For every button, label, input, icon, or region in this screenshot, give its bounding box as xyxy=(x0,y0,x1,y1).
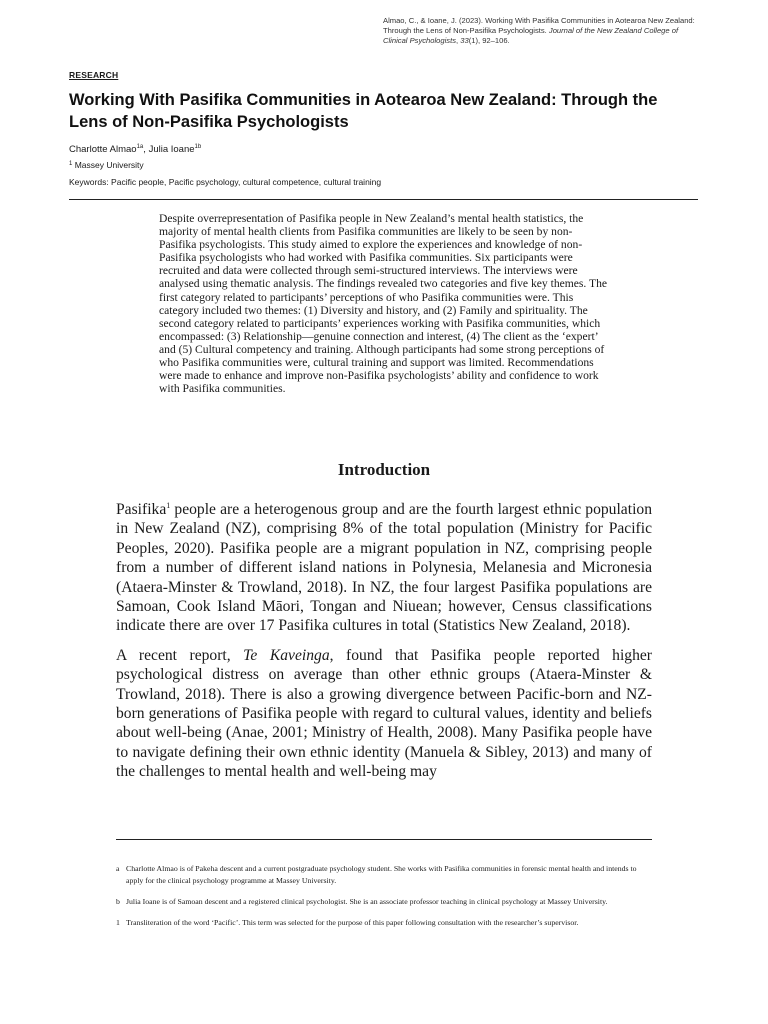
footnotes xyxy=(116,863,652,938)
citation-issue-pages: (1), 92–106. xyxy=(468,36,510,45)
footnote xyxy=(116,896,652,908)
citation-text: Almao, C., & Ioane, J. (2023). Working With Pasifika Communities in Aotearoa New Zealand: Through the Lens of Non-Pasifika Psychologists. xyxy=(383,16,695,35)
footnote-reference: 1 xyxy=(166,501,171,510)
report-title: Te Kaveinga xyxy=(243,646,330,664)
paragraph xyxy=(116,500,652,636)
citation-separator: , xyxy=(456,36,461,45)
footnote-text: Julia Ioane is of Samoan descent and a registered clinical psychologist. She is an associate professor teaching in clinical psychology at Massey University. xyxy=(126,897,608,906)
author-name: Julia Ioane xyxy=(148,144,195,155)
author-line xyxy=(69,141,201,156)
affiliation-name: Massey University xyxy=(72,160,144,170)
paragraph-text: A recent report, xyxy=(116,646,244,664)
keywords: Keywords: Pacific people, Pacific psychology, cultural competence, cultural training xyxy=(69,177,382,187)
author-superscript: 1a xyxy=(136,144,144,150)
paragraph-text: , found that Pasifika people reported higher psychological distress on average than other ethnic groups (Ataera-Minster & Trowland, 2018). There is also a growing divergence between Pacific-born and NZ-born generations of Pasifika people with regard to cultural values, identity and beliefs about well-being (Anae, 2001; Ministry of Health, 2008). Many Pasifika people have to navigate defining their own ethnic identity (Manuela & Sibley, 2013) and many of the challenges to mental health and well-being may xyxy=(116,646,652,781)
footnote-mark: b xyxy=(116,897,120,906)
paragraph-text: people are a heterogenous group and are the fourth largest ethnic population in New Zealand (NZ), comprising 8% of the total population (Ministry for Pacific Peoples, 2020). Pasifika people are a migrant population in NZ, comprising people from a number of different island nations in Polynesia, Melanesia and Micronesia (Ataera-Minster & Trowland, 2018). In NZ, the four largest Pasifika populations are Samoan, Cook Island Māori, Tongan and Niuean; however, Census classifications indicate there are over 17 Pasifika cultures in total (Statistics New Zealand, 2018). xyxy=(116,501,652,635)
introduction-heading: Introduction xyxy=(337,460,431,479)
abstract: Despite overrepresentation of Pasifika people in New Zealand’s mental health statistics, the majority of mental health clients from Pasifika communities are likely to be seen by non-Pasifika psychologists. This study aimed to explore the experiences and knowledge of non-Pasifika psychologists who had worked with Pasifika communities. Six participants were recruited and data were collected through semi-structured interviews. The interviews were analysed using thematic analysis. The findings revealed two categories and five key themes. The first category related to participants’ perceptions of who Pasifika communities were. This category included two themes: (1) Diversity and history, and (2) Family and spirituality. The second category related to participants’ experiences working with Pasifika communities, which encompassed: (3) Relationship—genuine connection and interest, (4) The client as the ‘expert’ and (5) Cultural competency and training. Although participants had some strong perceptions of who Pasifika communities were, cultural training and support was limited. Recommendations were made to enhance and improve non-Pasifika psychologists’ ability and confidence to work with Pasifika communities. xyxy=(159,212,608,396)
footnote xyxy=(116,863,652,887)
author-superscript: 1b xyxy=(194,144,202,150)
header-divider xyxy=(69,199,698,200)
section-label: RESEARCH xyxy=(69,70,119,80)
author-name: Charlotte Almao xyxy=(69,144,137,155)
footnote-mark: 1 xyxy=(116,918,120,927)
footnote-mark: a xyxy=(116,864,120,873)
paragraph-text: Pasifika xyxy=(116,501,167,518)
journal-volume: 33 xyxy=(460,36,469,45)
affiliation-superscript: 1 xyxy=(69,161,73,167)
footnote xyxy=(116,917,652,929)
footnote-divider xyxy=(116,839,652,840)
journal-name: Journal of the New Zealand College of Clinical Psychologists xyxy=(383,26,679,45)
author-separator: , xyxy=(143,144,149,155)
article-title: Working With Pasifika Communities in Aotearoa New Zealand: Through the Lens of Non-Pasifika Psychologists xyxy=(69,91,658,131)
footnote-text: Transliteration of the word ‘Pacific’. This term was selected for the purpose of this paper following consultation with the researcher’s supervisor. xyxy=(126,918,579,927)
affiliation xyxy=(69,159,144,171)
body-text xyxy=(116,500,652,792)
footnote-text: Charlotte Almao is of Pakeha descent and a current postgraduate psychology student. She works with Pasifika communities in forensic mental health and intends to apply for the clinical psychology programme at Massey University. xyxy=(126,864,637,885)
citation-header xyxy=(383,16,703,46)
paragraph xyxy=(116,646,652,782)
